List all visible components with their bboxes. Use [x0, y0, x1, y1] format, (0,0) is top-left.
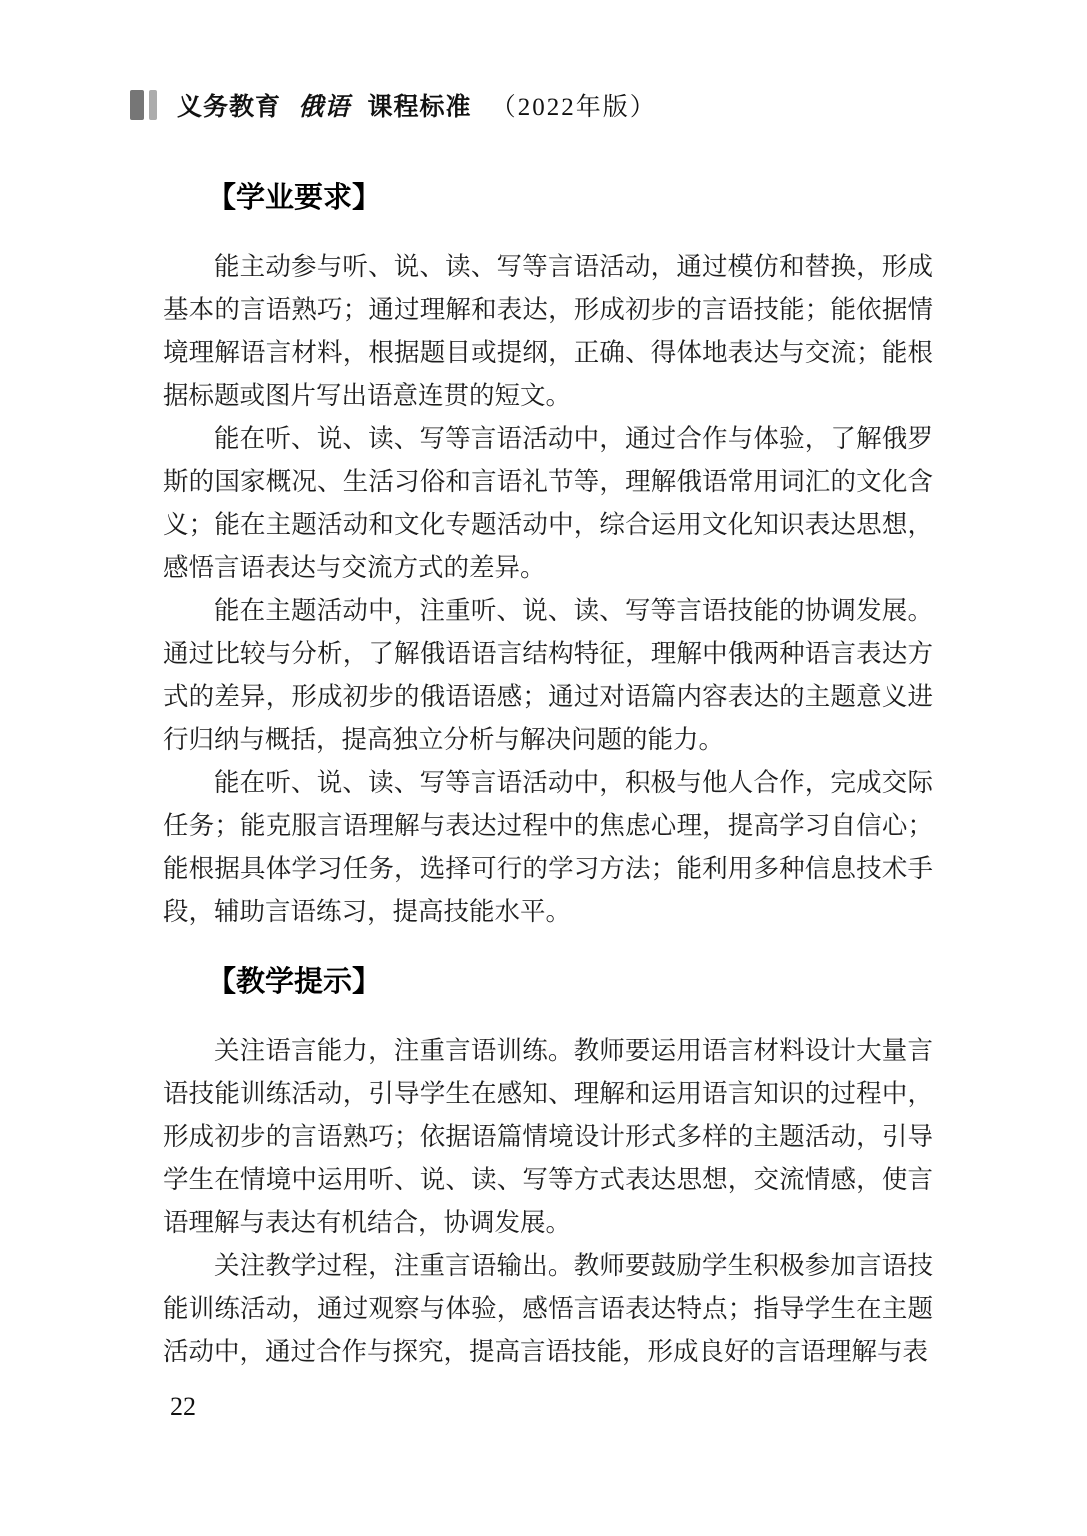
series-label: 义务教育: [177, 93, 282, 121]
paragraph: 关注语言能力，注重言语训练。教师要运用语言材料设计大量言语技能训练活动，引导学生在感知、理解和运用语言知识的过程中，形成初步的言语熟巧；依据语篇情境设计形式多样的主题活动，引导学生在情境中运用听、说、读、写等方式表达思想，交流情感，使言语理解与表达有机结合，协调发展。: [163, 1036, 933, 1237]
header-accent-bar-dark: [130, 90, 144, 120]
doc-type-label: 课程标准: [367, 93, 472, 121]
header-accent-bar-light: [149, 90, 157, 120]
edition-label: （2022年版）: [490, 94, 657, 121]
paragraph: 关注教学过程，注重言语输出。教师要鼓励学生积极参加言语技能训练活动，通过观察与体验，感悟言语表达特点；指导学生在主题活动中，通过合作与探究，提高言语技能，形成良好的言语理解与表: [163, 1251, 933, 1366]
page-number: 22: [170, 1392, 196, 1421]
running-head: [130, 88, 657, 122]
paragraph: 能在听、说、读、写等言语活动中，通过合作与体验，了解俄罗斯的国家概况、生活习俗和言语礼节等，理解俄语常用词汇的文化含义；能在主题活动和文化专题活动中，综合运用文化知识表达思想，感悟言语表达与交流方式的差异。: [163, 424, 933, 582]
section-heading-teaching-tips: 【教学提示】: [207, 966, 382, 998]
paragraph: 能在听、说、读、写等言语活动中，积极与他人合作，完成交际任务；能克服言语理解与表达过程中的焦虑心理，提高学习自信心；能根据具体学习任务，选择可行的学习方法；能利用多种信息技术手段，辅助言语练习，提高技能水平。: [163, 768, 933, 926]
section-heading-academic-requirements: 【学业要求】: [207, 182, 382, 214]
subject-label: 俄语: [298, 94, 351, 121]
running-head-text: [177, 87, 657, 123]
page-content: [163, 178, 933, 1373]
paragraph: 能主动参与听、说、读、写等言语活动，通过模仿和替换，形成基本的言语熟巧；通过理解和表达，形成初步的言语技能；能依据情境理解语言材料，根据题目或提纲，正确、得体地表达与交流；能根据标题或图片写出语意连贯的短文。: [163, 252, 933, 410]
paragraph: 能在主题活动中，注重听、说、读、写等言语技能的协调发展。通过比较与分析，了解俄语语言结构特征，理解中俄两种语言表达方式的差异，形成初步的俄语语感；通过对语篇内容表达的主题意义进行归纳与概括，提高独立分析与解决问题的能力。: [163, 596, 933, 754]
